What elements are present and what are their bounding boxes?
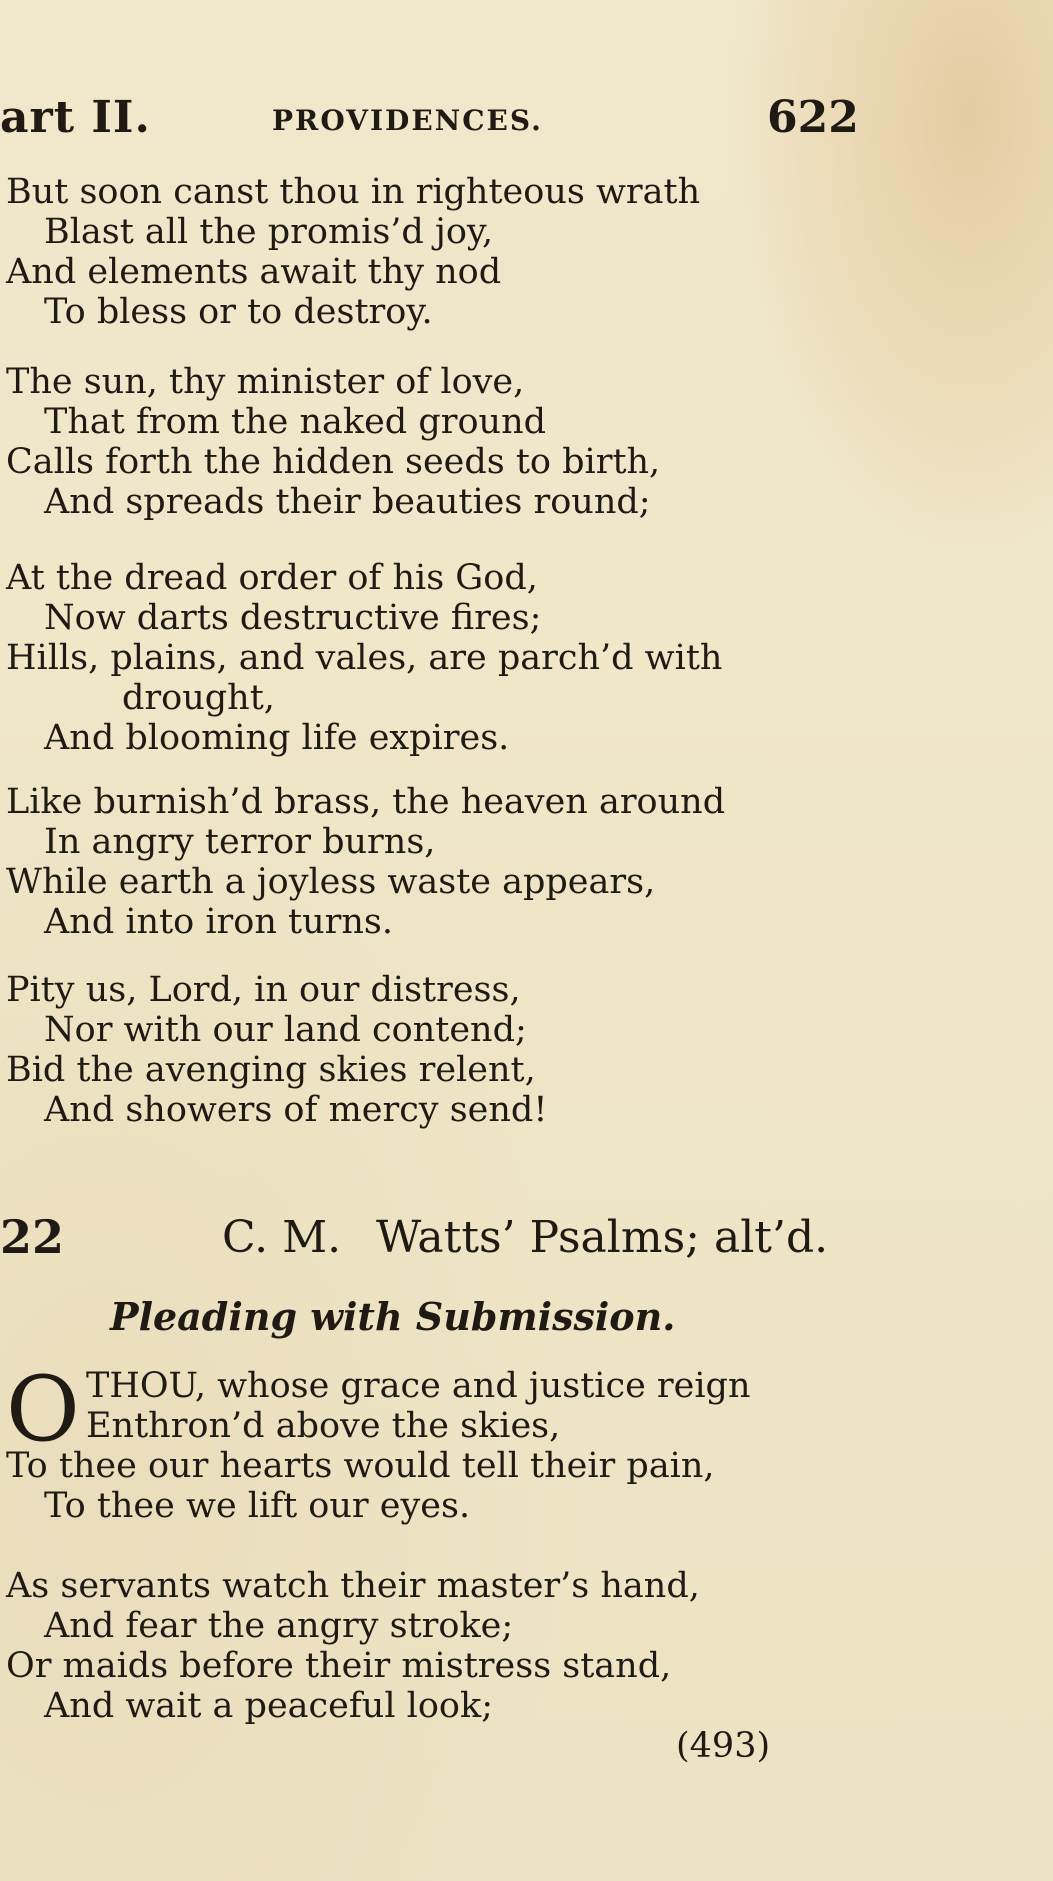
- hymn-stanza-1: [6, 1357, 866, 1526]
- verse-line: Enthron’d above the skies,: [86, 1406, 561, 1446]
- verse-line: Like burnish’d brass, the heaven around: [6, 782, 726, 822]
- signature-number: (493): [676, 1726, 771, 1766]
- verse-line-continuation: drought,: [122, 678, 275, 718]
- verse-line: As servants watch their master’s hand,: [6, 1566, 700, 1606]
- verse-line: In angry terror burns,: [44, 822, 436, 862]
- verse-line: And wait a peaceful look;: [44, 1686, 494, 1726]
- hymn-stanza-2: [6, 1566, 866, 1726]
- verse-line: Hills, plains, and vales, are parch’d with: [6, 638, 723, 678]
- drop-cap: O: [6, 1357, 80, 1462]
- stanza-prev-1: [6, 172, 866, 332]
- verse-line: Bid the avenging skies relent,: [6, 1050, 536, 1090]
- verse-line: And showers of mercy send!: [44, 1090, 548, 1130]
- verse-line: And into iron turns.: [44, 902, 393, 942]
- stanza-prev-3: [6, 558, 866, 758]
- verse-line: That from the naked ground: [44, 402, 547, 442]
- verse-line: And elements await thy nod: [6, 252, 502, 292]
- hymn-title: Pleading with Submission.: [110, 1294, 676, 1339]
- verse-line: At the dread order of his God,: [6, 558, 538, 598]
- stanza-prev-5: [6, 970, 866, 1130]
- verse-line: To thee our hearts would tell their pain,: [6, 1446, 715, 1486]
- verse-line: To thee we lift our eyes.: [44, 1486, 471, 1526]
- verse-line: Or maids before their mistress stand,: [6, 1646, 672, 1686]
- verse-line: Blast all the promis’d joy,: [44, 212, 494, 252]
- stanza-prev-4: [6, 782, 866, 942]
- stanza-prev-2: [6, 362, 866, 522]
- verse-line: While earth a joyless waste appears,: [6, 862, 656, 902]
- verse-line: And fear the angry stroke;: [44, 1606, 514, 1646]
- verse-line: But soon canst thou in righteous wrath: [6, 172, 701, 212]
- verse-line: Pity us, Lord, in our distress,: [6, 970, 521, 1010]
- hymn-heading: [0, 1210, 860, 1270]
- verse-line: The sun, thy minister of love,: [6, 362, 525, 402]
- verse-line: Calls forth the hidden seeds to birth,: [6, 442, 661, 482]
- part-label: art II.: [0, 92, 151, 143]
- verse-line: And spreads their beauties round;: [44, 482, 651, 522]
- running-title: PROVIDENCES.: [272, 104, 543, 137]
- verse-line: And blooming life expires.: [44, 718, 510, 758]
- verse-line: THOU, whose grace and justice reign: [86, 1366, 751, 1406]
- running-header: [0, 92, 860, 148]
- page-number: 622: [767, 92, 859, 143]
- hymn-meter: C. M.: [222, 1212, 342, 1263]
- verse-line: Nor with our land contend;: [44, 1010, 527, 1050]
- hymn-source: Watts’ Psalms; alt’d.: [376, 1212, 829, 1263]
- hymn-number: 22: [0, 1210, 65, 1264]
- verse-line: Now darts destructive fires;: [44, 598, 542, 638]
- verse-line: To bless or to destroy.: [44, 292, 433, 332]
